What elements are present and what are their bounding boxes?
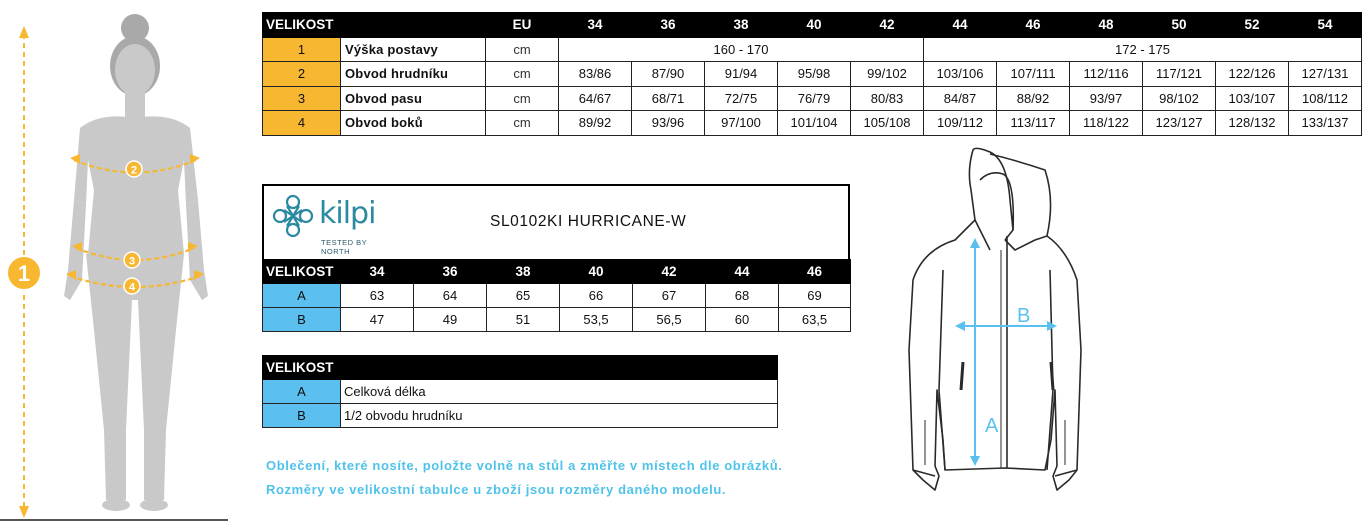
legend-table bbox=[262, 355, 778, 428]
size-header-col: 48 bbox=[1070, 13, 1143, 38]
table-cell: 51 bbox=[487, 308, 560, 332]
legend-header-velikost: VELIKOST bbox=[263, 356, 341, 380]
table-cell: 118/122 bbox=[1070, 111, 1143, 136]
table-cell: 69 bbox=[779, 284, 851, 308]
product-header-velikost: VELIKOST bbox=[263, 260, 341, 284]
size-header-col: 38 bbox=[705, 13, 778, 38]
size-header-col: 52 bbox=[1216, 13, 1289, 38]
table-cell: 76/79 bbox=[778, 86, 851, 111]
legend-table-header bbox=[263, 356, 778, 380]
legend-header-blank bbox=[341, 356, 778, 380]
row-unit: cm bbox=[486, 62, 559, 87]
table-cell: 66 bbox=[560, 284, 633, 308]
row-label: Obvod hrudníku bbox=[341, 62, 486, 87]
table-cell: 117/121 bbox=[1143, 62, 1216, 87]
table-cell: 53,5 bbox=[560, 308, 633, 332]
measurement-note: Rozměry ve velikostní tabulce u zboží jsou rozměry daného modelu. bbox=[266, 482, 727, 497]
table-row bbox=[263, 111, 1362, 136]
table-row bbox=[263, 308, 851, 332]
table-cell: 80/83 bbox=[851, 86, 924, 111]
legend-description: Celková délka bbox=[341, 380, 778, 404]
table-cell: 56,5 bbox=[633, 308, 706, 332]
table-row bbox=[263, 62, 1362, 87]
size-header-eu: EU bbox=[486, 13, 559, 38]
row-unit: cm bbox=[486, 111, 559, 136]
size-header-col: 54 bbox=[1289, 13, 1362, 38]
table-cell: 101/104 bbox=[778, 111, 851, 136]
product-header-col: 40 bbox=[560, 260, 633, 284]
table-cell: 128/132 bbox=[1216, 111, 1289, 136]
product-header-col: 46 bbox=[779, 260, 851, 284]
table-cell: 47 bbox=[341, 308, 414, 332]
kilpi-logo-icon bbox=[269, 192, 317, 248]
table-cell: 109/112 bbox=[924, 111, 997, 136]
table-cell: 122/126 bbox=[1216, 62, 1289, 87]
figure-marker-4: 4 bbox=[128, 281, 136, 294]
brand-tagline: TESTED BY NORTH bbox=[321, 238, 368, 256]
size-header-col: 34 bbox=[559, 13, 632, 38]
size-header-col: 46 bbox=[997, 13, 1070, 38]
product-header-col: 38 bbox=[487, 260, 560, 284]
table-cell: 89/92 bbox=[559, 111, 632, 136]
figure-marker-1: 1 bbox=[17, 261, 31, 286]
table-cell: 93/97 bbox=[1070, 86, 1143, 111]
row-key: A bbox=[263, 284, 341, 308]
table-cell: 133/137 bbox=[1289, 111, 1362, 136]
measurement-note: Oblečení, které nosíte, položte volně na stůl a změřte v místech dle obrázků. bbox=[266, 458, 783, 473]
table-cell: 67 bbox=[633, 284, 706, 308]
size-header-velikost: VELIKOST bbox=[263, 13, 486, 38]
row-label: Výška postavy bbox=[341, 37, 486, 62]
legend-description: 1/2 obvodu hrudníku bbox=[341, 404, 778, 428]
table-cell: 93/96 bbox=[632, 111, 705, 136]
size-header-col: 50 bbox=[1143, 13, 1216, 38]
table-cell: 123/127 bbox=[1143, 111, 1216, 136]
row-label: Obvod boků bbox=[341, 111, 486, 136]
jacket-label-a: A bbox=[985, 415, 999, 437]
product-size-table bbox=[262, 259, 851, 332]
table-cell: 49 bbox=[414, 308, 487, 332]
size-table-header bbox=[263, 13, 1362, 38]
table-cell: 97/100 bbox=[705, 111, 778, 136]
table-cell: 91/94 bbox=[705, 62, 778, 87]
table-cell: 103/106 bbox=[924, 62, 997, 87]
row-label: Obvod pasu bbox=[341, 86, 486, 111]
table-cell: 98/102 bbox=[1143, 86, 1216, 111]
size-header-col: 36 bbox=[632, 13, 705, 38]
table-cell: 103/107 bbox=[1216, 86, 1289, 111]
table-cell: 95/98 bbox=[778, 62, 851, 87]
row-number: 2 bbox=[263, 62, 341, 87]
table-row bbox=[263, 37, 1362, 62]
table-cell: 88/92 bbox=[997, 86, 1070, 111]
table-cell: 63,5 bbox=[779, 308, 851, 332]
product-header-col: 36 bbox=[414, 260, 487, 284]
product-header bbox=[262, 184, 850, 259]
table-cell: 113/117 bbox=[997, 111, 1070, 136]
height-range-cell: 172 - 175 bbox=[924, 37, 1362, 62]
product-header-col: 42 bbox=[633, 260, 706, 284]
table-cell: 127/131 bbox=[1289, 62, 1362, 87]
brand-name: kilpi bbox=[319, 196, 376, 231]
table-row bbox=[263, 380, 778, 404]
kilpi-logo bbox=[269, 192, 389, 256]
table-row bbox=[263, 86, 1362, 111]
figure-marker-2: 2 bbox=[130, 164, 138, 177]
product-title: SL0102KI HURRICANE-W bbox=[490, 213, 687, 230]
female-figure-illustration bbox=[0, 0, 240, 528]
table-cell: 108/112 bbox=[1289, 86, 1362, 111]
figure-marker-3: 3 bbox=[128, 255, 136, 268]
size-table bbox=[262, 12, 1362, 136]
row-unit: cm bbox=[486, 37, 559, 62]
jacket-label-b: B bbox=[1017, 305, 1031, 327]
table-cell: 65 bbox=[487, 284, 560, 308]
table-cell: 60 bbox=[706, 308, 779, 332]
table-cell: 107/111 bbox=[997, 62, 1070, 87]
size-header-col: 40 bbox=[778, 13, 851, 38]
row-key: B bbox=[263, 308, 341, 332]
table-cell: 87/90 bbox=[632, 62, 705, 87]
size-header-col: 42 bbox=[851, 13, 924, 38]
product-header-col: 44 bbox=[706, 260, 779, 284]
row-number: 4 bbox=[263, 111, 341, 136]
table-row bbox=[263, 404, 778, 428]
size-header-col: 44 bbox=[924, 13, 997, 38]
product-table-header bbox=[263, 260, 851, 284]
table-cell: 99/102 bbox=[851, 62, 924, 87]
table-cell: 84/87 bbox=[924, 86, 997, 111]
table-cell: 105/108 bbox=[851, 111, 924, 136]
table-cell: 72/75 bbox=[705, 86, 778, 111]
product-header-col: 34 bbox=[341, 260, 414, 284]
table-cell: 68/71 bbox=[632, 86, 705, 111]
height-range-cell: 160 - 170 bbox=[559, 37, 924, 62]
table-row bbox=[263, 284, 851, 308]
jacket-illustration bbox=[895, 140, 1085, 505]
row-number: 1 bbox=[263, 37, 341, 62]
row-unit: cm bbox=[486, 86, 559, 111]
table-cell: 63 bbox=[341, 284, 414, 308]
table-cell: 112/116 bbox=[1070, 62, 1143, 87]
table-cell: 64/67 bbox=[559, 86, 632, 111]
table-cell: 83/86 bbox=[559, 62, 632, 87]
row-number: 3 bbox=[263, 86, 341, 111]
row-key: A bbox=[263, 380, 341, 404]
table-cell: 68 bbox=[706, 284, 779, 308]
table-cell: 64 bbox=[414, 284, 487, 308]
row-key: B bbox=[263, 404, 341, 428]
